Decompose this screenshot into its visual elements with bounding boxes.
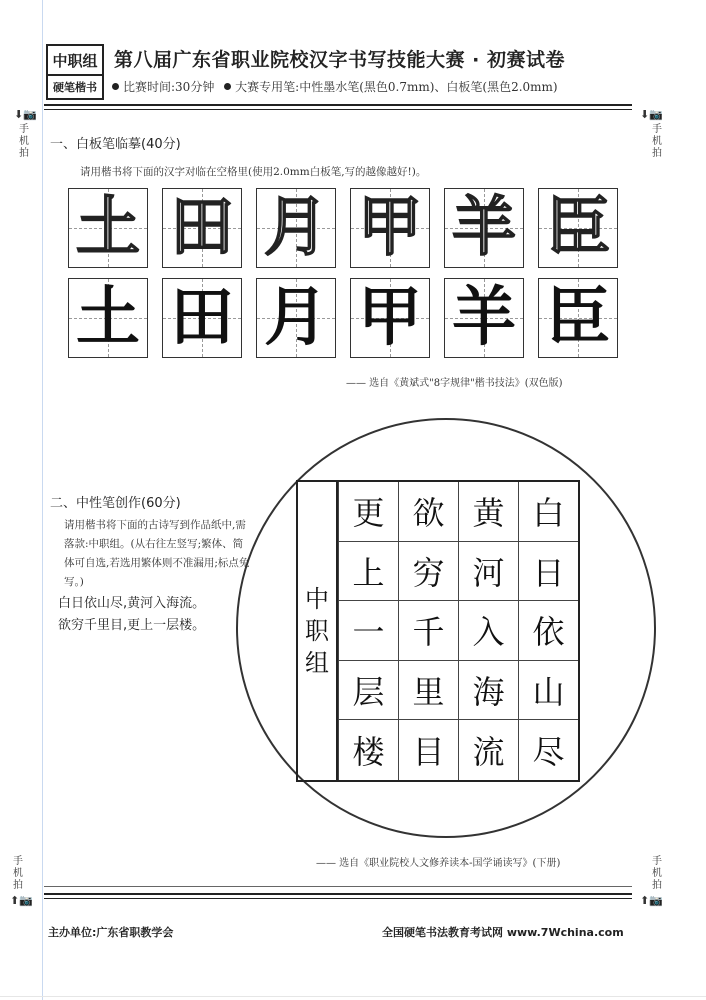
exam-info (112, 78, 558, 95)
exam-duration: 比赛时间:30分钟 (123, 80, 215, 94)
camera-upload-icon: ⬆📷 (640, 894, 663, 907)
camera-download-icon: ⬇📷 (640, 108, 663, 121)
poem-column (398, 482, 458, 780)
section2-heading: 二、中性笔创作(60分) (50, 496, 181, 511)
model-cell: 田 (162, 188, 242, 268)
side-label-top: 手 机 拍 (19, 124, 29, 159)
poem-cell: 山 (518, 661, 578, 721)
poem-column (458, 482, 518, 780)
section2-instruction: 请用楷书将下面的古诗写到作品纸中,需落款:中职组。(从右往左竖写;繁体、简体可自选,若选用繁体则不准漏用;标点免写。) (64, 519, 250, 588)
practice-cell[interactable]: 田 (162, 278, 242, 358)
poem-cell: 海 (458, 661, 518, 721)
practice-cell[interactable]: 甲 (350, 278, 430, 358)
poem-line-2: 欲穷千里目,更上一层楼。 (58, 618, 206, 633)
camera-upload-icon: ⬆📷 (10, 894, 33, 907)
poem-column (518, 482, 578, 780)
poem-cell: 白 (518, 482, 578, 542)
model-character-row (68, 188, 618, 268)
model-cell: 臣 (538, 188, 618, 268)
organizer-text: 主办单位:广东省职教学会 (48, 926, 174, 939)
poem-cell: 千 (398, 601, 458, 661)
page-title: 第八届广东省职业院校汉字书写技能大赛 · 初赛试卷 (114, 49, 565, 71)
poem-cell: 目 (398, 720, 458, 780)
bullet-icon (112, 83, 119, 90)
footer-fine-rule (44, 886, 632, 887)
signature-column: 中 职 组 (298, 482, 338, 780)
poem-cell: 日 (518, 542, 578, 602)
side-label-bottom: 手 机 拍 (13, 856, 23, 891)
model-cell: 羊 (444, 188, 524, 268)
model-cell: 月 (256, 188, 336, 268)
poem-cell: 一 (338, 601, 398, 661)
exam-pens: 大赛专用笔:中性墨水笔(黑色0.7mm)、白板笔(黑色2.0mm) (235, 80, 558, 94)
practice-cell[interactable]: 臣 (538, 278, 618, 358)
poem-cell: 尽 (518, 720, 578, 780)
practice-cell[interactable]: 羊 (444, 278, 524, 358)
section2-source: —— 选自《职业院校人文修养读本-国学诵读写》(下册) (316, 858, 561, 869)
section1-heading: 一、白板笔临摹(40分) (50, 137, 181, 152)
poem-cell: 流 (458, 720, 518, 780)
poem-cell: 欲 (398, 482, 458, 542)
poem-cell: 楼 (338, 720, 398, 780)
model-cell: 甲 (350, 188, 430, 268)
margin-guide-line (42, 0, 43, 1000)
section1-instruction: 请用楷书将下面的汉字对临在空格里(使用2.0mm白板笔,写的越像越好!)。 (80, 166, 427, 178)
poem-cell: 里 (398, 661, 458, 721)
badge-style: 硬笔楷书 (53, 81, 97, 94)
poem-cell: 河 (458, 542, 518, 602)
poem-cell: 黄 (458, 482, 518, 542)
poem-cell: 层 (338, 661, 398, 721)
practice-character-row (68, 278, 618, 358)
side-label-bottom-right: 手 机 拍 (652, 856, 662, 891)
poem-cell: 依 (518, 601, 578, 661)
category-badge (46, 44, 104, 100)
bullet-icon (224, 83, 231, 90)
poem-line-1: 白日依山尽,黄河入海流。 (58, 596, 206, 611)
model-cell: 土 (68, 188, 148, 268)
poem-cell: 入 (458, 601, 518, 661)
practice-cell[interactable]: 月 (256, 278, 336, 358)
poem-cell: 更 (338, 482, 398, 542)
footer-divider (44, 893, 632, 899)
header-divider (44, 104, 632, 110)
badge-group: 中职组 (48, 46, 102, 76)
practice-cell[interactable]: 土 (68, 278, 148, 358)
poem-column (338, 482, 398, 780)
section1-source: —— 选自《黄斌式"8字规律"楷书技法》(双色版) (346, 378, 563, 389)
side-label-top-right: 手 机 拍 (652, 124, 662, 159)
poem-cell: 穷 (398, 542, 458, 602)
page-bottom-rule (0, 996, 706, 997)
poem-cell: 上 (338, 542, 398, 602)
poem-writing-grid[interactable] (296, 480, 580, 782)
camera-download-icon: ⬇📷 (14, 108, 37, 121)
website-text: 全国硬笔书法教育考试网 www.7Wchina.com (382, 926, 624, 939)
